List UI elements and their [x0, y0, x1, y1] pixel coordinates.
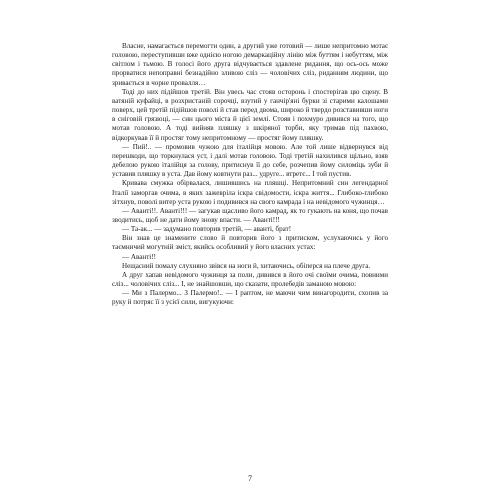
paragraph: Кривава смужка обірвалася, лишившись на пляшці. Непритомний син легендарної Італії заморгав очима, в яких зажевріла іскра свідомости, іскра життя... Глибоко-глибоко зітхнув, поволі витер уста рукою і подивився на свого камрада і на невідомого чужинця… [112, 179, 388, 206]
paragraph: Тоді до них підійшов третій. Він увесь час стояв осторонь і спостерігав цю сцену. В ватяній куфайці, в розхристаній сорочці, взутий у ганчір'яні бурки зі старими калошами поверх, цей третій підійшов поволі й став перед двома, широко й твердо розставивши ноги в сніговій грязюці, — син цього міста й цієї землі. Стояв і похмуро дивився на того, що мотав головою. А тоді вийняв пляшку з шкіряної торби, яку тримав під пахвою, відкоркував її й простяг тому непритомному — простяг йому пляшку. [112, 87, 388, 142]
paragraph: — Та-ак... — задумано повторив третій, — аванті, брат! [122, 225, 292, 234]
paragraph: — Аванті!! [122, 252, 156, 261]
paragraph: — Пий!.. — промовив чужою для італійця мовою. Але той лише відвернувся від перешкоди, що торкнулася уст, і далі мотав головою. Тоді третій нахилився щільно, взяв дебелою рукою італійця за голову, притиснув її до себе, розчепив йому силоміць зуби й уставив пляшку в уста. Дав йому ковтнути раз... удруге... втретє... І той пустив. [112, 142, 388, 179]
paragraph: А друг хапав невідомого чужинця за поли, дивився в його очі своїми очима, повними сліз... чоловічих сліз... І, не знайшовши, що сказати, пролебедів заманою мовою: [112, 270, 388, 289]
paragraph: Нещасний помалу слухняно звівся на ноги й, хитаючись, обіперся на плече друга. [122, 261, 371, 270]
page-number: 7 [248, 474, 252, 483]
paragraph: Він знав це знамените слово й повторив його з притиском, услухаючись у його таємничий могутній зміст, якийсь особливий у його власних устах: [112, 234, 388, 252]
paragraph: — Аванті!!. Аванті!!! — загукав щасливо його камрад, як то гукають на коня, що почав зводитись, щоб не дати йому знову впасти. — Аванті!!! [112, 206, 388, 224]
paragraph: — Ми з Палермо... З Палермо!.. — І раптом, не маючи чим винагородити, схопив за руку й потряс її з усієї сили, вигукуючи: [112, 289, 388, 307]
body-text [112, 42, 388, 308]
paragraph: Власне, намагається перемогти один, а другий уже готовий — лише непритомно мотає головою, переступивши вже однією ногою демаркаційну лінію між буттям і небуттям, між світлом і тьмою. В голосі його друга відчувається здавлене ридання, що ось-ось може прорватися непоправні безнадійно зливою сліз — чоловічих сліз, риданням людини, що зривається в чорне провалля… [112, 42, 388, 87]
